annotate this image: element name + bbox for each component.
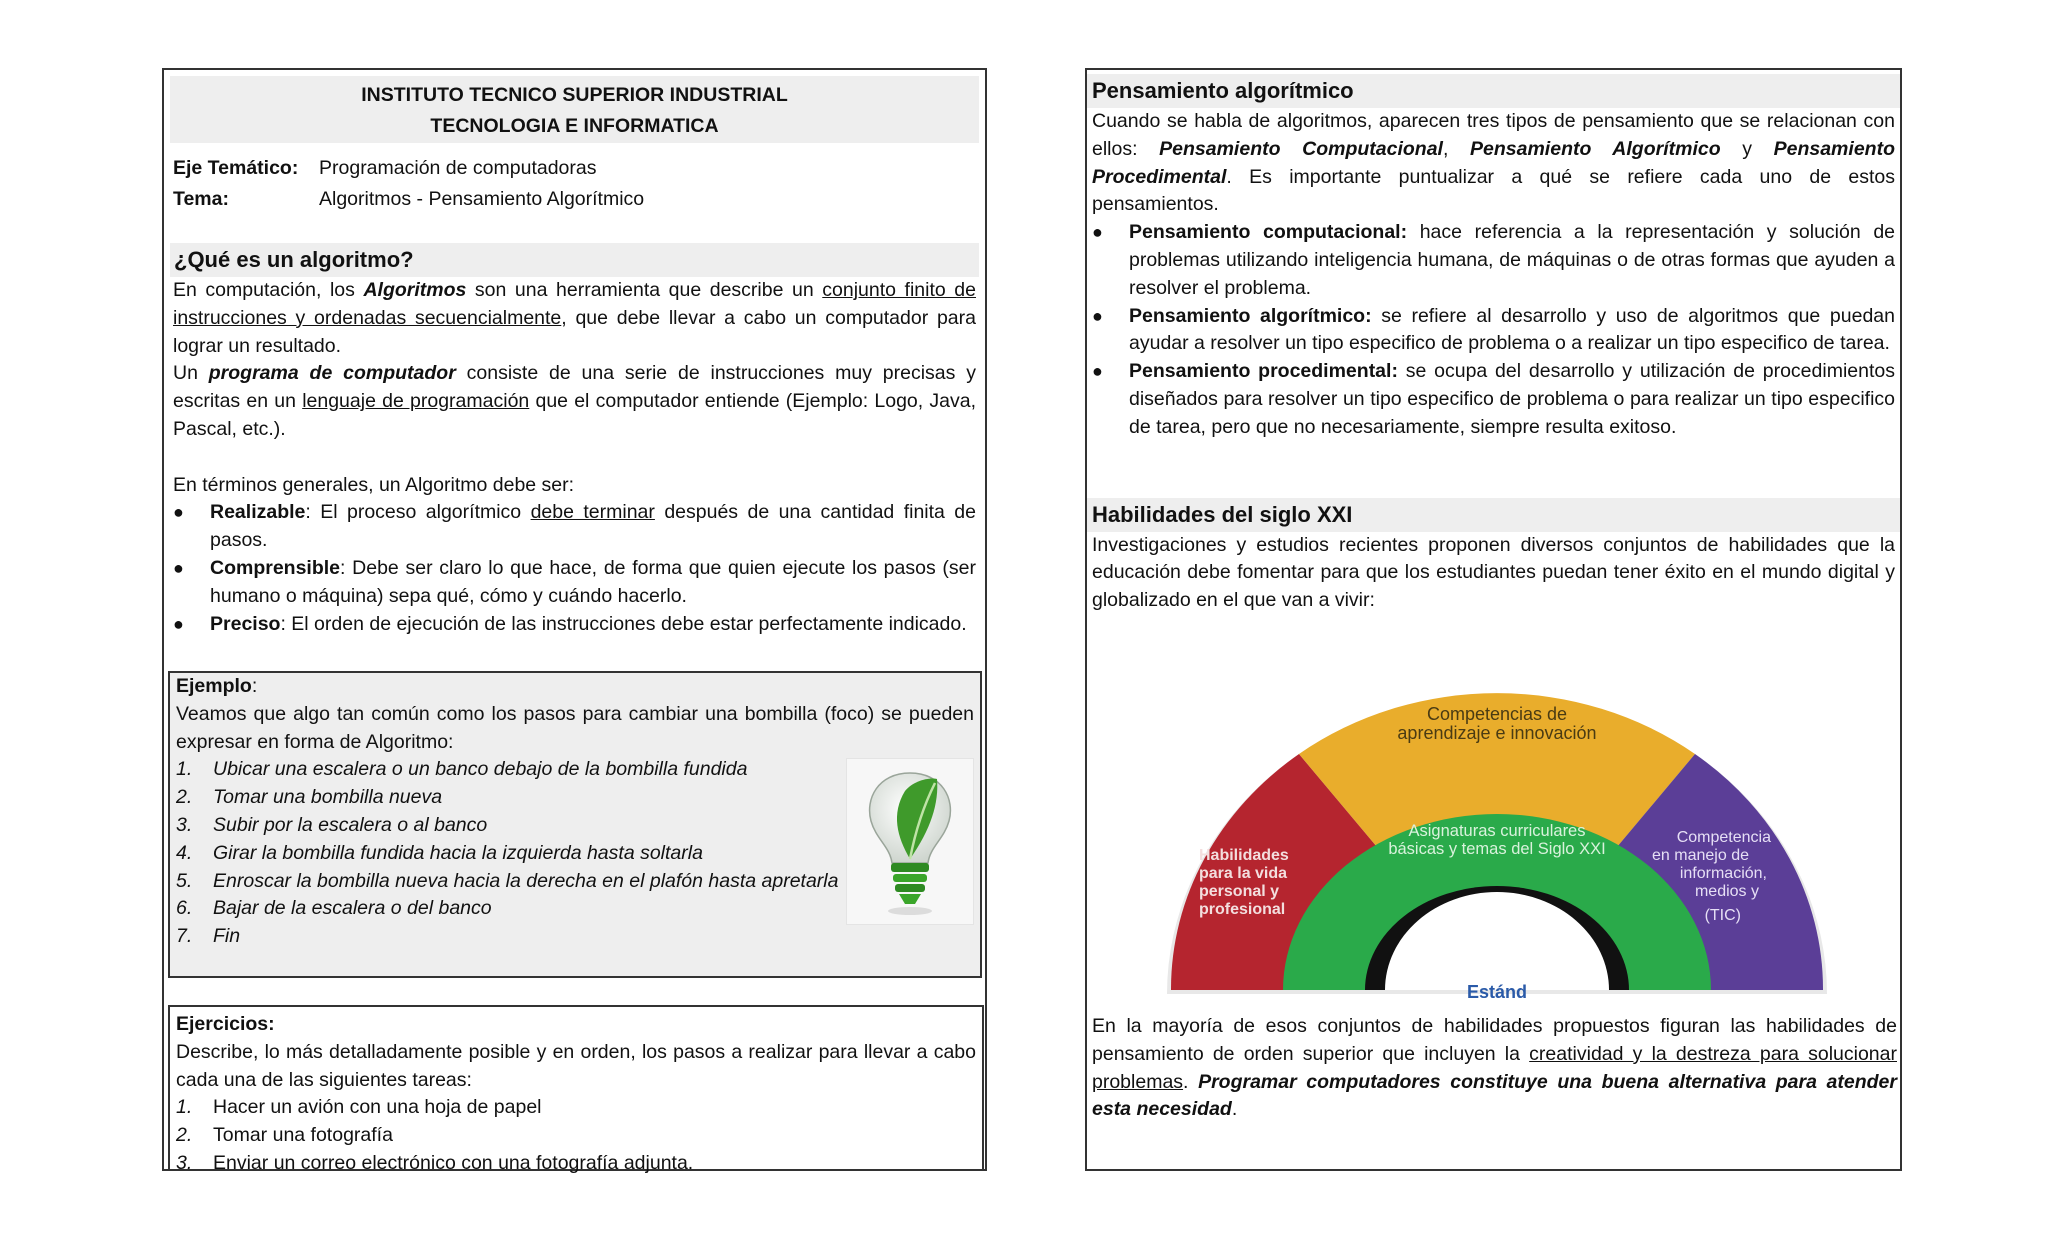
- label-left-1: Habilidades: [1199, 847, 1289, 864]
- lightbulb-icon: [846, 758, 974, 925]
- thinking-types-list: [1087, 219, 1900, 441]
- exercises-list: [176, 1094, 976, 1177]
- list-item: 1. Ubicar una escalera o un banco debajo de la bombilla fundida: [176, 758, 748, 781]
- label-top-2: aprendizaje e innovación: [1397, 723, 1597, 743]
- list-item: ● Pensamiento computacional: hace referencia a la representación y solución de problemas utilizando inteligencia humana, de máquinas o de otras formas que ayuden a resolver el problema.: [1092, 221, 1896, 299]
- list-item: ● Pensamiento procedimental: se ocupa del desarrollo y utilización de procedimientos diseñados para resolver un tipo especifico de problema o para realizar un tipo especifico de tarea, pero que no necesariamente, siempre resulta exitoso.: [1092, 360, 1895, 438]
- program-definition: Un programa de computador consiste de una serie de instrucciones muy precisas y escritas en un lenguaje de programación que el computador entiende (Ejemplo: Logo, Java, Pascal, etc.).: [173, 362, 976, 440]
- example-steps: [176, 756, 848, 951]
- right-page: [1085, 68, 1902, 1171]
- skills-diagram: [1167, 674, 1827, 1002]
- exercises-box: [168, 1005, 984, 1174]
- skills-intro: Investigaciones y estudios recientes proponen diversos conjuntos de habilidades que la educación debe fomentar para que los estudiantes puedan tener éxito en el mundo digital y globalizado en el que van a vivir:: [1092, 533, 1895, 612]
- school-name: INSTITUTO TECNICO SUPERIOR INDUSTRIAL: [361, 84, 788, 106]
- list-item: 3. Enviar un correo electrónico con una fotografía adjunta.: [176, 1151, 694, 1174]
- label-inner-2: básicas y temas del Siglo XXI: [1388, 840, 1606, 858]
- exercises-label: Ejercicios:: [176, 1013, 275, 1035]
- section-title-habilidades: Habilidades del siglo XXI: [1087, 498, 1900, 532]
- list-item: 2. Tomar una fotografía: [176, 1124, 393, 1147]
- algorithm-definition: En computación, los Algoritmos son una herramienta que describe un conjunto finito de instrucciones y ordenadas secuencialmente, que debe llevar a cabo un computador para lograr un resultado.: [173, 279, 976, 357]
- school-header: [170, 76, 979, 143]
- list-item: 4. Girar la bombilla fundida hacia la izquierda hasta soltarla: [176, 841, 703, 864]
- topic-meta: [173, 153, 985, 215]
- example-box: Ejemplo: Veamos que algo tan común como los pasos para cambiar una bombilla (foco) se pueden expresar en forma de Algoritmo: 1. Ubicar una escalera o un banco debajo de la bombilla fundida 2. Tomar una bombilla nueva 3. Subir por la escalera o al banco 4. Girar la bombilla fundida hacia la izquierda hasta soltarla 5. Enroscar la bombilla nueva hacia la derecha en el plafón hasta apretarla 6. Bajar de la escalera o del banco 7. Fin: [168, 671, 982, 978]
- section-title-pensamiento: Pensamiento algorítmico: [1087, 74, 1900, 108]
- label-right-3: información,: [1679, 865, 1767, 882]
- label-left-2: para la vida: [1199, 865, 1288, 882]
- list-item: ● Preciso: El orden de ejecución de las instrucciones debe estar perfectamente indicado.: [173, 612, 967, 635]
- eje-label: Eje Temático:: [173, 157, 299, 179]
- example-label: Ejemplo: [176, 675, 252, 697]
- list-item: 2. Tomar una bombilla nueva: [176, 786, 443, 809]
- requirements-list: [164, 499, 985, 638]
- exercises-intro: Describe, lo más detalladamente posible y en orden, los pasos a realizar para llevar a cabo cada una de las siguientes tareas:: [176, 1040, 976, 1091]
- tema-label: Tema:: [173, 188, 229, 210]
- left-page: [162, 68, 987, 1174]
- eje-value: Programación de computadoras: [319, 157, 597, 179]
- requirements-intro: En términos generales, un Algoritmo debe ser:: [173, 473, 575, 496]
- label-bottom-fragment: Estánd: [1466, 982, 1528, 1002]
- list-item: 6. Bajar de la escalera o del banco: [176, 897, 492, 920]
- label-right-4: medios y: [1694, 883, 1759, 900]
- list-item: 3. Subir por la escalera o al banco: [176, 813, 488, 836]
- list-item: ● Pensamiento algorítmico: se refiere al desarrollo y uso de algoritmos que puedan ayudar a resolver un tipo especifico de problema o a realizar un tipo especifico de tarea.: [1092, 304, 1895, 355]
- subject-name: TECNOLOGIA E INFORMATICA: [430, 115, 719, 137]
- label-top-1: Competencias de: [1426, 704, 1568, 724]
- thinking-intro: Cuando se habla de algoritmos, aparecen tres tipos de pensamiento que se relacionan con ellos: Pensamiento Computacional, Pensamiento Algorítmico y Pensamiento Procedimental. Es importante puntualizar a qué se refiere cada uno de estos pensamientos.: [1092, 110, 1895, 216]
- list-item: ● Realizable: El proceso algorítmico debe terminar después de una cantidad finita de pasos.: [173, 501, 976, 552]
- tema-value: Algoritmos - Pensamiento Algorítmico: [319, 188, 645, 210]
- label-right-2: en manejo de: [1652, 847, 1749, 864]
- label-inner-1: Asignaturas curriculares: [1408, 822, 1586, 840]
- skills-conclusion: En la mayoría de esos conjuntos de habilidades propuestos figuran las habilidades de pensamiento de orden superior que incluyen la creatividad y la destreza para solucionar problemas. Programar computadores constituye una buena alternativa para atender esta necesidad.: [1092, 1015, 1897, 1121]
- list-item: ● Comprensible: Debe ser claro lo que hace, de forma que quien ejecute los pasos (ser humano o máquina) sepa qué, cómo y cuándo hacerlo.: [173, 556, 976, 607]
- example-intro: Veamos que algo tan común como los pasos para cambiar una bombilla (foco) se pueden expresar en forma de Algoritmo:: [176, 702, 974, 753]
- list-item: 5. Enroscar la bombilla nueva hacia la derecha en el plafón hasta apretarla: [176, 869, 839, 892]
- list-item: 7. Fin: [176, 925, 241, 948]
- label-left-3: personal y: [1199, 883, 1280, 900]
- section-title-algoritmo: ¿Qué es un algoritmo?: [170, 243, 979, 277]
- label-left-4: profesional: [1199, 901, 1286, 918]
- label-right-5: (TIC): [1704, 907, 1741, 924]
- list-item: 1. Hacer un avión con una hoja de papel: [176, 1096, 542, 1119]
- label-right-1: Competencia: [1676, 829, 1771, 846]
